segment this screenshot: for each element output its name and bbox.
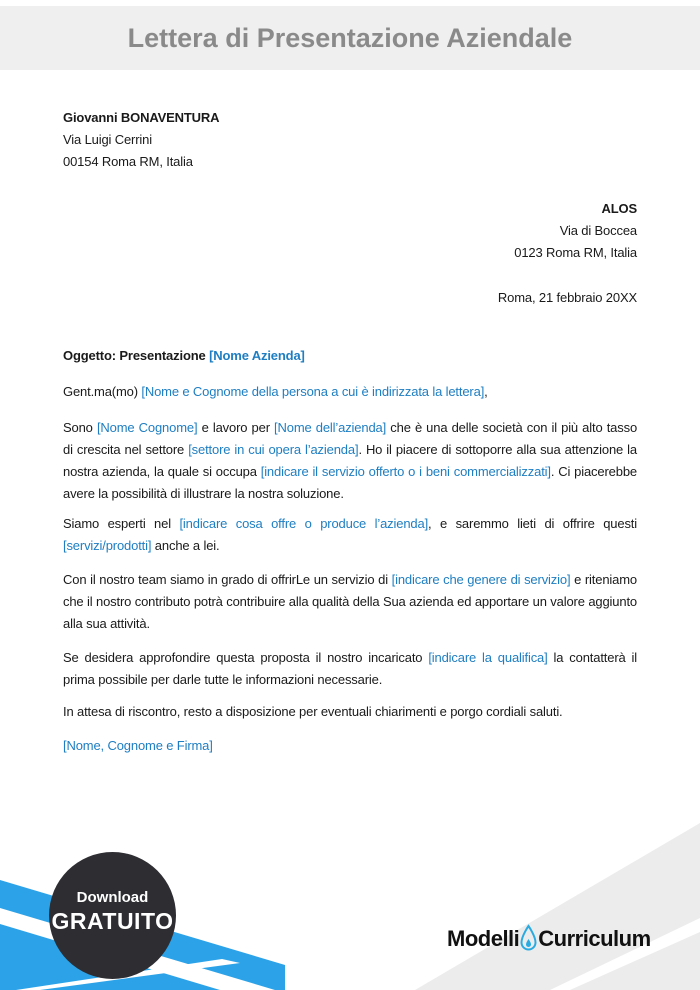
letter-text: che è una delle società con il più alto tasso di crescita nel settore <box>63 420 638 457</box>
sender-address-line2: 00154 Roma RM, Italia <box>63 154 193 169</box>
letter-text: Sono <box>63 420 97 435</box>
logo-word-modelli: Modelli <box>447 926 520 951</box>
letter-text: . Ci piacerebbe avere la possibilità di illustrare la nostra soluzione. <box>63 464 637 501</box>
letter-text: Se desidera approfondire questa proposta il nostro incaricato <box>63 650 429 665</box>
sender-name: Giovanni BONAVENTURA <box>63 110 220 125</box>
placeholder-text: [servizi/prodotti] <box>63 538 152 553</box>
placeholder-text: [Nome Cognome] <box>96 420 198 435</box>
letter-text: , e saremmo lieti di offrire questi <box>428 516 637 531</box>
recipient-name: ALOS <box>601 201 637 216</box>
placeholder-text: [Nome Azienda] <box>209 348 305 363</box>
letter-text: Oggetto: Presentazione <box>63 348 210 363</box>
salutation-line <box>63 381 637 403</box>
download-badge[interactable] <box>49 852 176 979</box>
letter-text: , <box>484 384 488 399</box>
placeholder-text: [indicare cosa offre o produce l’azienda] <box>179 516 429 531</box>
letter-text: Siamo esperti nel <box>63 516 180 531</box>
gray-bands-shape <box>415 823 700 990</box>
body-paragraph-3 <box>63 569 637 635</box>
logo-word-curriculum: Curriculum <box>538 926 651 951</box>
placeholder-text: [indicare la qualifica] <box>428 650 548 665</box>
droplet-icon <box>520 924 537 952</box>
letter-text: e riteniamo che il nostro contributo potrà contribuire alla qualità della Sua azienda ed apportare un valore aggiunto alla sua attività. <box>63 572 637 631</box>
letter-text: la contatterà il prima possibile per darle tutte le informazioni necessarie. <box>63 650 638 687</box>
date-line: Roma, 21 febbraio 20XX <box>497 290 637 305</box>
recipient-address-line2: 0123 Roma RM, Italia <box>514 245 637 260</box>
letter-text: Gent.ma(mo) <box>63 384 142 399</box>
subject-line <box>63 345 637 367</box>
badge-download-label: Download <box>76 888 149 906</box>
letter-text: Con il nostro team siamo in grado di offrirLe un servizio di <box>63 572 392 587</box>
letter-text: . Ho il piacere di sottoporre alla sua attenzione la nostra azienda, la quale si occupa <box>63 442 637 479</box>
placeholder-text: [indicare il servizio offerto o i beni commercializzati] <box>260 464 551 479</box>
placeholder-text: [Nome dell’azienda] <box>274 420 387 435</box>
page-title: Lettera di Presentazione Aziendale <box>127 22 573 53</box>
letter-text: e lavoro per <box>197 420 275 435</box>
body-paragraph-1 <box>63 417 637 505</box>
letter-text: anche a lei. <box>151 538 220 553</box>
closing-line: In attesa di riscontro, resto a disposizione per eventuali chiarimenti e porgo cordiali saluti. <box>63 704 563 719</box>
recipient-block <box>63 198 637 264</box>
signature-line: [Nome, Cognome e Firma] <box>63 738 213 753</box>
header-band <box>0 6 700 70</box>
badge-gratuito-label: GRATUITO <box>51 907 174 934</box>
body-paragraph-2 <box>63 513 637 557</box>
placeholder-text: [Nome e Cognome della persona a cui è indirizzata la lettera] <box>141 384 485 399</box>
recipient-address-line1: Via di Boccea <box>559 223 637 238</box>
site-logo[interactable] <box>447 921 651 957</box>
sender-block <box>63 107 637 173</box>
placeholder-text: [settore in cui opera l’azienda] <box>188 442 359 457</box>
placeholder-text: [indicare che genere di servizio] <box>391 572 571 587</box>
body-paragraph-4 <box>63 647 637 691</box>
sender-address-line1: Via Luigi Cerrini <box>63 132 152 147</box>
